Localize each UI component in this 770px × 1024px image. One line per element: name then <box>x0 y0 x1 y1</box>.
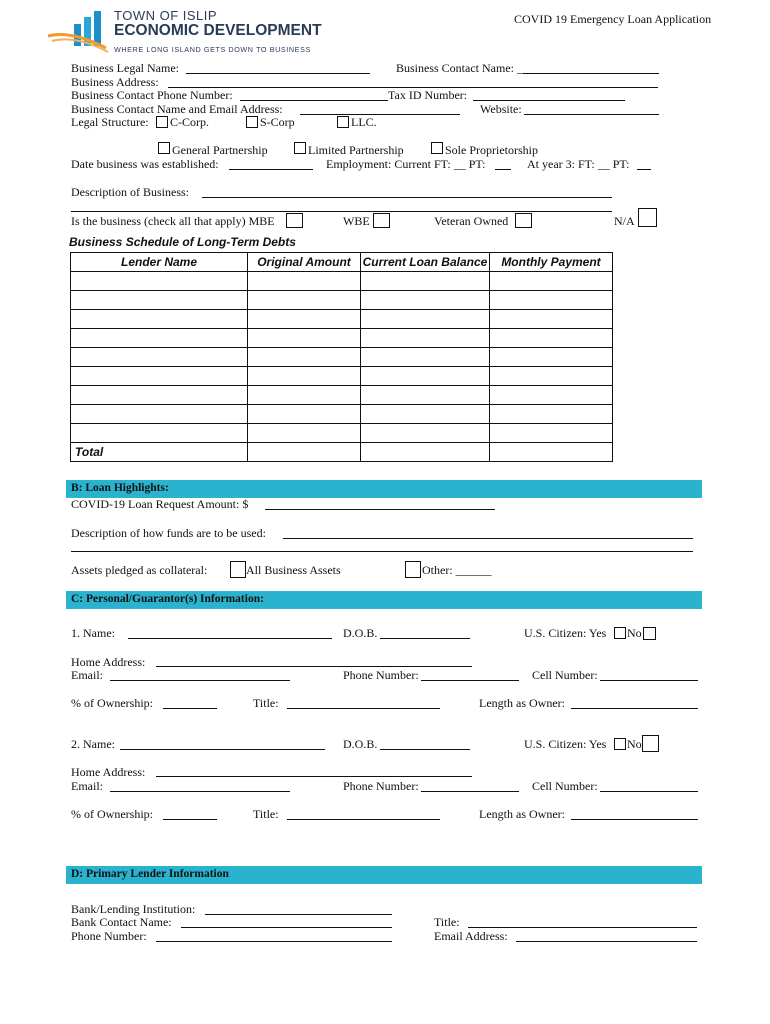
guarantor2-no-label: No <box>627 737 642 751</box>
table-cell[interactable] <box>361 367 490 386</box>
all-assets-label: All Business Assets <box>246 563 341 577</box>
guarantor2-phone-label: Phone Number: <box>343 779 419 793</box>
table-cell[interactable] <box>490 424 613 443</box>
contact-name-label: Business Contact Name: _ <box>396 61 523 75</box>
year3-pt-field[interactable] <box>637 169 651 170</box>
guarantor1-title-label: Title: <box>253 696 279 710</box>
table-cell[interactable] <box>490 329 613 348</box>
col-original: Original Amount <box>248 253 361 272</box>
loan-request-label: COVID-19 Loan Request Amount: $ <box>71 497 249 511</box>
table-cell[interactable] <box>71 329 248 348</box>
wbe-label: WBE <box>343 214 370 228</box>
guarantor1-cell-field[interactable] <box>600 680 698 681</box>
section-c-header <box>66 591 702 609</box>
table-cell[interactable] <box>248 405 361 424</box>
description-field[interactable] <box>202 197 612 198</box>
guarantor1-address-label: Home Address: <box>71 655 146 669</box>
limited-partnership-checkbox[interactable] <box>294 142 306 154</box>
section-d-title: D: Primary Lender Information <box>71 868 229 880</box>
guarantor2-address-field[interactable] <box>156 776 472 777</box>
table-cell[interactable] <box>248 443 361 462</box>
lender-phone-field[interactable] <box>156 941 392 942</box>
table-cell[interactable] <box>248 348 361 367</box>
loan-request-field[interactable] <box>265 509 495 510</box>
table-cell[interactable] <box>490 272 613 291</box>
table-cell[interactable] <box>361 424 490 443</box>
contact-email-label: Business Contact Name and Email Address: <box>71 102 283 116</box>
logo-tagline: WHERE LONG ISLAND GETS DOWN TO BUSINESS <box>114 45 311 54</box>
table-cell[interactable] <box>71 405 248 424</box>
table-cell[interactable] <box>71 367 248 386</box>
table-cell[interactable] <box>361 443 490 462</box>
guarantor1-name-field[interactable] <box>128 638 332 639</box>
funds-use-label: Description of how funds are to be used: <box>71 526 266 540</box>
guarantor1-length-field[interactable] <box>571 708 698 709</box>
table-row <box>71 386 613 405</box>
wbe-checkbox[interactable] <box>373 213 390 228</box>
table-cell[interactable] <box>71 386 248 405</box>
lender-title-label: Title: <box>434 915 460 929</box>
contact-email-field[interactable] <box>300 114 460 115</box>
tax-id-label: Tax ID Number: <box>388 88 468 102</box>
col-balance: Current Loan Balance <box>361 253 490 272</box>
guarantor1-title-field[interactable] <box>287 708 440 709</box>
section-d-header <box>66 866 702 884</box>
guarantor2-yes-checkbox[interactable] <box>614 738 626 750</box>
table-cell[interactable] <box>361 386 490 405</box>
table-row <box>71 424 613 443</box>
legal-name-field[interactable] <box>186 73 370 74</box>
table-cell[interactable] <box>490 367 613 386</box>
debts-title: Business Schedule of Long-Term Debts <box>69 235 296 249</box>
guarantor1-address-field[interactable] <box>156 666 472 667</box>
sole-proprietorship-label: Sole Proprietorship <box>445 143 538 157</box>
general-partnership-checkbox[interactable] <box>158 142 170 154</box>
general-partnership-label: General Partnership <box>172 143 268 157</box>
guarantor1-phone-field[interactable] <box>421 680 519 681</box>
table-cell[interactable] <box>248 291 361 310</box>
legal-structure-label: Legal Structure: <box>71 115 149 129</box>
col-monthly: Monthly Payment <box>490 253 613 272</box>
guarantor1-citizen-label: U.S. Citizen: Yes <box>524 626 607 640</box>
table-cell[interactable] <box>71 348 248 367</box>
debts-table <box>70 252 613 462</box>
bank-field[interactable] <box>205 914 392 915</box>
section-b-header <box>66 480 702 498</box>
llc-checkbox[interactable] <box>337 116 349 128</box>
table-cell[interactable] <box>361 329 490 348</box>
guarantor2-no-checkbox[interactable] <box>642 735 659 752</box>
scorp-label: S-Corp <box>260 115 295 129</box>
date-established-field[interactable] <box>229 169 313 170</box>
table-cell[interactable] <box>490 310 613 329</box>
guarantor1-yes-checkbox[interactable] <box>614 627 626 639</box>
guarantor1-no-label: No <box>627 626 642 640</box>
table-row <box>71 329 613 348</box>
lender-phone-label: Phone Number: <box>71 929 147 943</box>
table-cell[interactable] <box>490 443 613 462</box>
table-row <box>71 348 613 367</box>
logo-econ: ECONOMIC DEVELOPMENT <box>114 22 322 39</box>
na-checkbox[interactable] <box>638 208 657 227</box>
guarantor1-no-checkbox[interactable] <box>643 627 656 640</box>
guarantor1-phone-label: Phone Number: <box>343 668 419 682</box>
table-cell[interactable] <box>248 272 361 291</box>
guarantor2-title-field[interactable] <box>287 819 440 820</box>
guarantor2-dob-field[interactable] <box>380 749 470 750</box>
guarantor1-ownership-label: % of Ownership: <box>71 696 153 710</box>
guarantor2-title-label: Title: <box>253 807 279 821</box>
ccorp-label: C-Corp. <box>170 115 209 129</box>
description-field-2[interactable] <box>71 211 612 212</box>
total-row <box>71 443 613 462</box>
table-cell[interactable] <box>248 386 361 405</box>
guarantor1-length-label: Length as Owner: <box>479 696 565 710</box>
description-label: Description of Business: <box>71 185 189 199</box>
table-row <box>71 367 613 386</box>
section-b-title: B: Loan Highlights: <box>71 482 169 494</box>
guarantor2-length-label: Length as Owner: <box>479 807 565 821</box>
logo-town: TOWN OF ISLIP <box>114 8 218 23</box>
table-cell[interactable] <box>71 291 248 310</box>
guarantor2-length-field[interactable] <box>571 819 698 820</box>
guarantor1-dob-field[interactable] <box>380 638 470 639</box>
guarantor2-phone-field[interactable] <box>421 791 519 792</box>
guarantor2-cell-field[interactable] <box>600 791 698 792</box>
phone-field[interactable] <box>240 100 388 101</box>
table-cell[interactable] <box>490 291 613 310</box>
col-lender: Lender Name <box>71 253 248 272</box>
year3-label: At year 3: FT: __ PT: <box>527 157 630 171</box>
date-established-label: Date business was established: <box>71 157 219 171</box>
contact-name-field[interactable] <box>523 73 659 74</box>
guarantor2-ownership-label: % of Ownership: <box>71 807 153 821</box>
table-cell[interactable] <box>361 405 490 424</box>
collateral-label: Assets pledged as collateral: <box>71 563 208 577</box>
funds-use-field-2[interactable] <box>71 551 693 552</box>
table-cell[interactable] <box>361 291 490 310</box>
mbe-checkbox[interactable] <box>286 213 303 228</box>
ccorp-checkbox[interactable] <box>156 116 168 128</box>
guarantor1-email-field[interactable] <box>110 680 290 681</box>
table-cell[interactable] <box>248 329 361 348</box>
table-cell[interactable] <box>248 367 361 386</box>
table-row <box>71 405 613 424</box>
other-checkbox[interactable] <box>405 561 421 578</box>
guarantor2-email-label: Email: <box>71 779 103 793</box>
table-cell[interactable] <box>71 272 248 291</box>
guarantor2-name-field[interactable] <box>120 749 325 750</box>
table-cell[interactable] <box>361 348 490 367</box>
table-cell[interactable] <box>361 272 490 291</box>
bank-label: Bank/Lending Institution: <box>71 902 196 916</box>
legal-name-label: Business Legal Name: <box>71 61 179 75</box>
table-row <box>71 272 613 291</box>
table-cell[interactable] <box>71 424 248 443</box>
guarantor2-name-label: 2. Name: <box>71 737 115 751</box>
sole-proprietorship-checkbox[interactable] <box>431 142 443 154</box>
logo <box>46 8 322 58</box>
check-all-label: Is the business (check all that apply) MBE <box>71 214 275 228</box>
total-label: Total <box>71 443 248 462</box>
other-label: Other: ______ <box>422 563 492 577</box>
veteran-checkbox[interactable] <box>515 213 532 228</box>
table-cell[interactable] <box>490 386 613 405</box>
bank-contact-label: Bank Contact Name: <box>71 915 172 929</box>
all-assets-checkbox[interactable] <box>230 561 246 578</box>
tax-id-field[interactable] <box>473 100 625 101</box>
guarantor2-email-field[interactable] <box>110 791 290 792</box>
table-cell[interactable] <box>490 348 613 367</box>
bank-contact-field[interactable] <box>181 927 392 928</box>
guarantor1-dob-label: D.O.B. <box>343 626 378 640</box>
lender-email-label: Email Address: <box>434 929 508 943</box>
funds-use-field[interactable] <box>283 538 693 539</box>
guarantor2-cell-label: Cell Number: <box>532 779 598 793</box>
website-label: Website: <box>480 102 522 116</box>
table-cell[interactable] <box>361 310 490 329</box>
table-cell[interactable] <box>248 310 361 329</box>
na-label: N/A <box>614 214 635 228</box>
table-cell[interactable] <box>248 424 361 443</box>
guarantor1-email-label: Email: <box>71 668 103 682</box>
guarantor1-cell-label: Cell Number: <box>532 668 598 682</box>
scorp-checkbox[interactable] <box>246 116 258 128</box>
website-field[interactable] <box>524 114 659 115</box>
table-row <box>71 291 613 310</box>
employment-label: Employment: Current FT: __ PT: <box>326 157 486 171</box>
phone-label: Business Contact Phone Number: <box>71 88 233 102</box>
guarantor1-name-label: 1. Name: <box>71 626 115 640</box>
address-label: Business Address: <box>71 75 159 89</box>
lender-title-field[interactable] <box>468 927 697 928</box>
lender-email-field[interactable] <box>516 941 697 942</box>
guarantor2-ownership-field[interactable] <box>163 819 217 820</box>
employment-pt-field[interactable] <box>495 169 511 170</box>
table-cell[interactable] <box>71 310 248 329</box>
guarantor1-ownership-field[interactable] <box>163 708 217 709</box>
guarantor2-address-label: Home Address: <box>71 765 146 779</box>
guarantor2-dob-label: D.O.B. <box>343 737 378 751</box>
table-row <box>71 310 613 329</box>
table-cell[interactable] <box>490 405 613 424</box>
guarantor2-citizen-label: U.S. Citizen: Yes <box>524 737 607 751</box>
section-c-title: C: Personal/Guarantor(s) Information: <box>71 593 264 605</box>
llc-label: LLC. <box>351 115 377 129</box>
logo-mark-icon <box>46 8 116 54</box>
limited-partnership-label: Limited Partnership <box>308 143 404 157</box>
veteran-label: Veteran Owned <box>434 214 509 228</box>
doc-title: COVID 19 Emergency Loan Application <box>514 12 712 26</box>
